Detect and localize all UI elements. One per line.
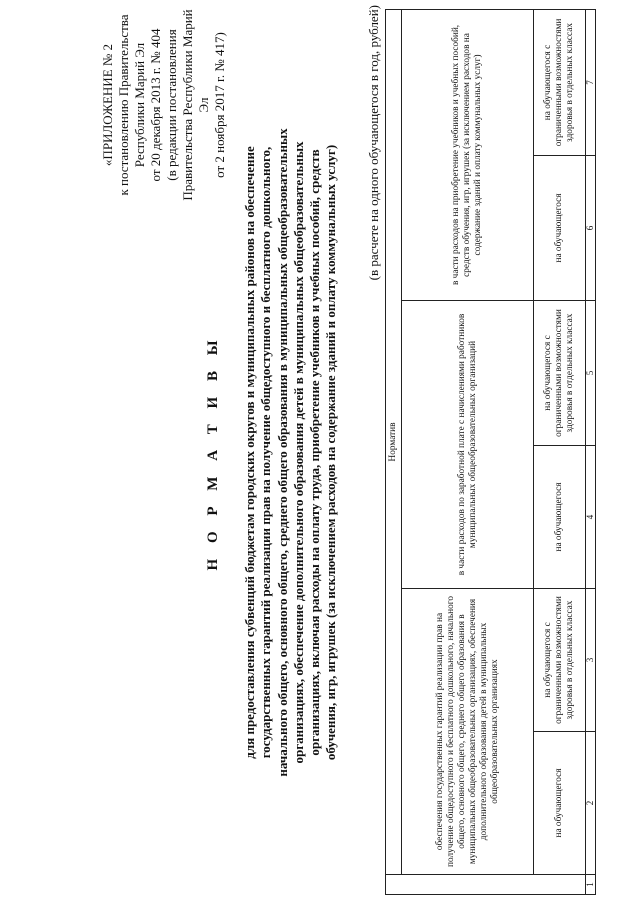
appendix-line: (в редакции постановления (164, 29, 179, 181)
column-number: 3 (586, 589, 596, 732)
appendix-line: от 20 декабря 2013 г. № 404 (148, 28, 163, 182)
subtitle-line: начального общего, основного общего, среднего общего образования в муниципальных общеобразовательных (274, 128, 290, 777)
norms-table (385, 9, 596, 895)
appendix-line: Правительства Республики Марий Эл (180, 9, 211, 201)
subheader-per-student: на обучающегося (534, 732, 586, 875)
column-number: 6 (586, 156, 596, 301)
col-header-salary: в части расходов по заработной плате с начислениями работников муниципальных общеобразовательных организаций (402, 301, 534, 589)
subtitle-line: организациях, обеспечение дополнительного образования детей в муниципальных общеобразовательных (290, 141, 306, 764)
subheader-per-student: на обучающегося (534, 156, 586, 301)
subheader-per-student: на обучающегося (534, 446, 586, 589)
column-number: 1 (586, 875, 596, 895)
column-number: 7 (586, 9, 596, 155)
appendix-line: Республики Марий Эл (132, 42, 147, 168)
subtitle-line: государственных гарантий реализации прав на получение общедоступного и бесплатного дошкольного, (258, 146, 274, 759)
document-title (205, 20, 340, 885)
subheader-per-student-limited: на обучающегося с ограниченными возможностями здоровья в отдельных классах (534, 301, 586, 446)
column-number: 5 (586, 301, 596, 446)
subtitle-line: для предоставления субвенций бюджетам городских округов и муниципальных районов на обеспечение (242, 146, 257, 759)
subtitle-line: организациях, включая расходы на оплату труда, приобретение учебников и учебных пособий, средств (307, 149, 323, 756)
appendix-line: от 2 ноября 2017 г. № 417) (212, 32, 227, 178)
table-cell-blank (386, 875, 586, 895)
heading: Н О Р М А Т И В Ы (205, 334, 221, 571)
appendix-line: «ПРИЛОЖЕНИЕ № 2 (100, 43, 115, 167)
col-header-total: обеспечения государственных гарантий реализации прав на получение общедоступного и бесплатного дошкольного, начального общего, основного общего, среднего общего образования в муниципальных общеобразовательных организациях, обеспечения дополнительного образования детей в муниципальных общеобразовательных организациях (402, 589, 534, 875)
column-number: 2 (586, 732, 596, 875)
column-number: 4 (586, 446, 596, 589)
col-header-materials: в части расходов на приобретение учебников и учебных пособий, средств обучения, игр, игрушек (за исключением расходов на содержание зданий и оплату коммунальных услуг) (402, 9, 534, 300)
subtitle-line: обучения, игр, игрушек (за исключением расходов на содержание зданий и оплату коммунальных услуг) (323, 144, 339, 761)
appendix-line: к постановлению Правительства (116, 14, 131, 196)
unit-note: (в расчете на одного обучающегося в год, рублей) (366, 5, 381, 281)
subheader-per-student-limited: на обучающегося с ограниченными возможностями здоровья в отдельных классах (534, 9, 586, 155)
norm-header: Норматив (386, 9, 402, 874)
subheader-per-student-limited: на обучающегося с ограниченными возможностями здоровья в отдельных классах (534, 589, 586, 732)
